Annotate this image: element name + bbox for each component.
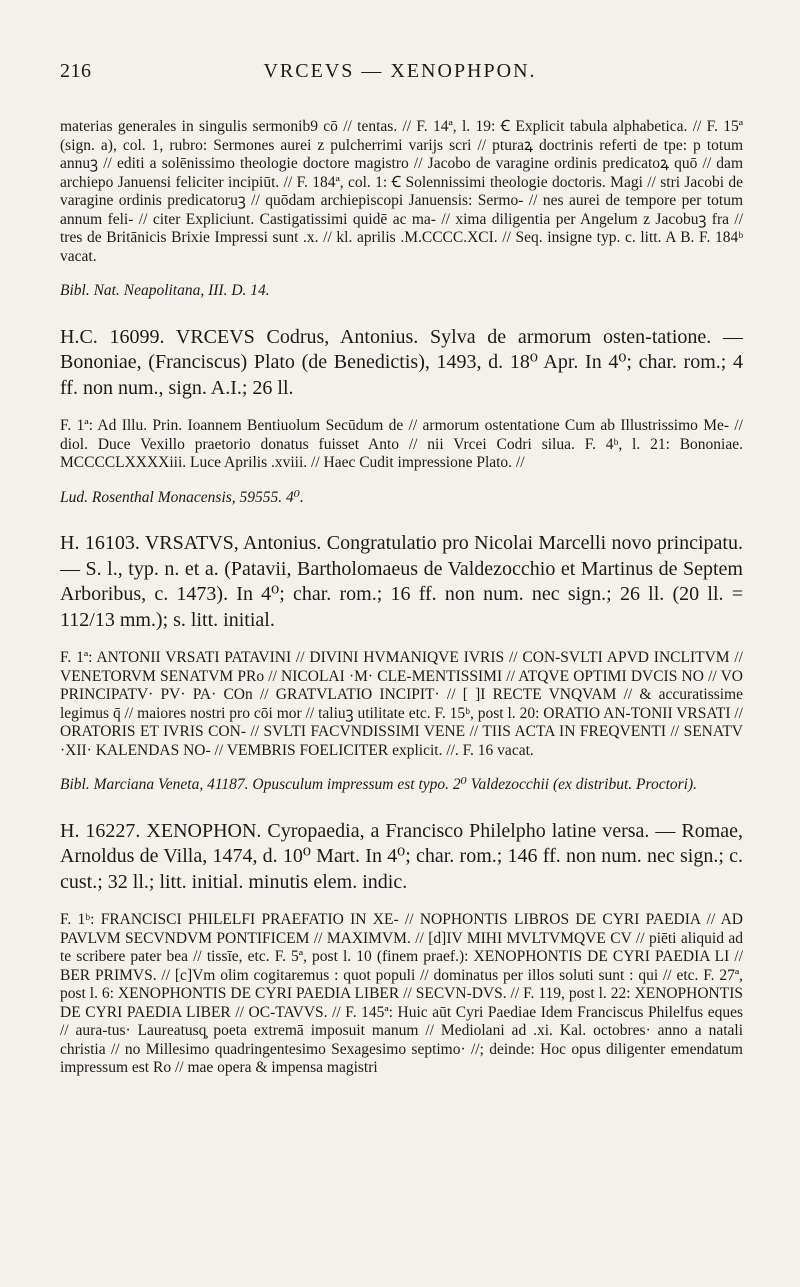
entry-text-16099: F. 1ª: Ad Illu. Prin. Ioannem Bentiuolum Secūdum de // armorum ostentatione Cum ab Illustrissimo Me- // diol. Duce Vexillo praetorio donatus fuisset Anto // nii Vrcei Codri silua. F. 4ᵇ, l. 21: Bononiae. MCCCCLXXXXiii. Luce Aprilis .xviii. // Haec Cudit impressione Plato. // xyxy=(60,417,743,471)
page-body xyxy=(60,118,743,1078)
entry-citation-16103: Bibl. Marciana Veneta, 41187. Opusculum impressum est typo. 2⁰ Valdezocchii (ex distribut. Proctori). xyxy=(60,776,698,793)
entry-text-16103: F. 1ª: ANTONII VRSATI PATAVINI // DIVINI HVMANIQVE IVRIS // CON-SVLTI APVD INCLITVM // VENETORVM SENATVM PRo // NICOLAI ·M· CLE-MENTISSIMI // ATQVE OPTIMI DVCIS NO // VO PRINCIPATV· PV· PA· COn // GRATVLATIO INCIPIT· // [ ]I RECTE VNQVAM // & accuratissime legimus q̄ // maiores nostri pro cōi mor // taliuꝫ utilitate etc. F. 15ᵇ, post l. 20: ORATIO AN-TONII VRSATI // ORATORIS ET IVRIS CON- // SVLTI FACVNDISSIMI VENE // TIIS ACTA IN FREQVENTI // SENATV ·XII· KALENDAS NO- // VEMBRIS FOELICITER explicit. //. F. 16 vacat. xyxy=(60,649,743,759)
prev-entry-citation: Bibl. Nat. Neapolitana, III. D. 14. xyxy=(60,282,270,299)
entry-text-16227: F. 1ᵇ: FRANCISCI PHILELFI PRAEFATIO IN XE- // NOPHONTIS LIBROS DE CYRI PAEDIA // AD PAVLVM SECVNDVM PONTIFICEM // MAXIMVM. // [d]IV MIHI MVLTVMQVE CV // piēti aliquid ad te scribere pater bea // tissīe, etc. F. 5ª, post l. 10 (finem praef.): XENOPHONTIS DE CYRI PAEDIA LI // BER PRIMVS. // [c]Vm olim cogitaremus : quot populi // dominatus per illos soluti sunt : qui // etc. F. 27ª, post l. 6: XENOPHONTIS DE CYRI PAEDIA LIBER // SECVN-DVS. // F. 119, post l. 22: XENOPHONTIS DE CYRI PAEDIA LIBER // OC-TAVVS. // F. 145ª: Huic aūt Cyri Paediae Idem Franciscus Philelfus eques // aura-tus· Laureatusq̧ poeta extremā imposuit manum // Mediolani ad .xi. Kal. octobres· anno a natali christia // no Millesimo quadringentesimo Sexagesimo septimo· //; deinde: Hoc opus diligenter emendatum impressum est Ro // mae opera & impensa magistri xyxy=(60,911,743,1076)
page-header xyxy=(60,60,740,88)
entry-heading-16227: H. 16227. XENOPHON. Cyropaedia, a Francisco Philelpho latine versa. — Romae, Arnoldus de Villa, 1474, d. 10⁰ Mart. In 4⁰; char. rom.; 146 ff. non num. nec sign.; c. cust.; 32 ll.; litt. initial. minutis elem. indic. xyxy=(60,819,743,893)
running-head: VRCEVS — XENOPHPON. xyxy=(263,60,537,82)
prev-entry-text: materias generales in singulis sermonib9 cō // tentas. // F. 14ª, l. 19: Ꞓ Explicit tabula alphabetica. // F. 15ª (sign. a), col. 1, rubro: Sermones aurei z pulcherrimi varijs scri // pturaꝝ doctrinis referti de tpe: p totum annuꝫ // editi a solēnissimo theologie doctore magistro // Jacobo de varagine ordinis predicatoꝝ quō // dam archiepo Januensi feliciter incipiūt. // F. 184ª, col. 1: Ꞓ Solennissimi theologie doctoris. Magi // stri Jacobi de varagine ordinis predicatoruꝫ // quōdam archiepiscopi Januensis: Sermo- // nes aurei de tempore per totum annum feli- // citer Expliciunt. Castigatissimi quidē ac ma- // xima diligentia per Angelum z Jacobuꝫ fra // tres de Britānicis Brixie Impressi sunt .x. // kl. aprilis .M.CCCC.XCI. // Seq. insigne typ. c. litt. A B. F. 184ᵇ vacat. xyxy=(60,118,743,265)
page-number: 216 xyxy=(60,60,92,82)
entry-citation-16099: Lud. Rosenthal Monacensis, 59555. 4⁰. xyxy=(60,488,304,506)
entry-heading-16099: H.C. 16099. VRCEVS Codrus, Antonius. Sylva de armorum osten-tatione. — Bononiae, (Franciscus) Plato (de Benedictis), 1493, d. 18⁰ Apr. In 4⁰; char. rom.; 4 ff. non num., sign. A.I.; 26 ll. xyxy=(60,325,743,399)
entry-heading-16103: H. 16103. VRSATVS, Antonius. Congratulatio pro Nicolai Marcelli novo principatu. — S. l., typ. n. et a. (Patavii, Bartholomaeus de Valdezocchio et Martinus de Septem Arboribus, c. 1473). In 4⁰; char. rom.; 16 ff. non num. nec sign.; 26 ll. (20 ll. = 112/13 mm.); s. litt. initial. xyxy=(60,532,743,631)
